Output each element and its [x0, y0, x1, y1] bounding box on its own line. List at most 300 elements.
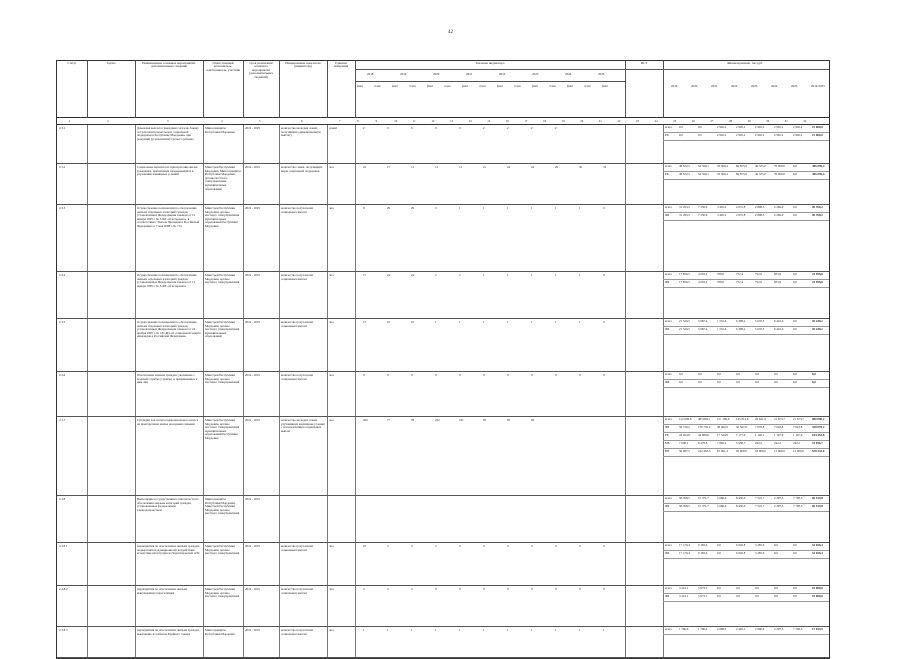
finance-value: 56 087,5	[679, 449, 690, 453]
header-measure: Наименование основных мероприятий, дополнительных сведения	[142, 61, 196, 69]
finance-source: ФБ	[665, 380, 670, 384]
row-unit: чел.	[329, 274, 335, 277]
row-indicator: количество семей, получивших меры социальной поддержки	[281, 166, 323, 173]
row-code: 2.3.3	[59, 207, 66, 210]
row-indicator-value: 24	[507, 166, 511, 169]
finance-line	[663, 441, 829, 449]
finance-value: 7 078,8	[755, 425, 765, 429]
row-responsible: Минсоцзащиты Республики Мордовия	[205, 127, 235, 134]
finance-value: 0,0	[793, 272, 797, 276]
finance-value: 49 525,0	[755, 164, 766, 168]
finance-value: 0,0	[717, 586, 721, 590]
row-responsible: Минстрой Республики Мордовия, Минсоцзащиты Республики Мордовия, органы местного самоуправления муниципальных образований	[205, 166, 241, 191]
row-indicator-value: 0	[435, 127, 437, 130]
finance-value: 980 000,2	[812, 417, 825, 421]
finance-value: 386 096,4	[812, 172, 825, 176]
finance-value: 7 516,7	[755, 496, 765, 500]
row-indicator-value: 1	[555, 274, 557, 277]
finance-value: 0,0	[793, 586, 797, 590]
finance-value: 3 223,1	[679, 594, 689, 598]
finance-value: 58 398,5	[679, 496, 690, 500]
row-indicator-value: 82	[531, 419, 535, 422]
finance-value: 1 796,0	[679, 627, 689, 631]
column-number: 29	[747, 119, 751, 123]
row-indicator-value: 1	[579, 274, 581, 277]
finance-value: 76 300,4	[717, 164, 728, 168]
finance-value: 0,0	[736, 594, 740, 598]
header-unit: Единица измерения	[333, 61, 349, 69]
finance-value: 7 516,7	[755, 504, 765, 508]
finance-line	[663, 433, 829, 441]
row-unit: чел.	[329, 588, 335, 591]
finance-line	[663, 372, 829, 380]
row-indicator-value: 2	[435, 274, 437, 277]
finance-value: 59 720,2	[679, 425, 690, 429]
finance-value: 0,0	[698, 380, 702, 384]
finance-value: 0,0	[793, 280, 797, 284]
header-years-finance	[663, 83, 829, 91]
header-year-finance: 2020	[691, 84, 698, 88]
row-responsible: Минсоцзащиты Республики Мордовия	[205, 629, 235, 636]
row-code: 2.3.8	[59, 498, 66, 501]
finance-value: 2 297,5	[774, 496, 784, 500]
row-indicator-value: 0	[459, 545, 461, 548]
finance-value: 42 567,6	[736, 425, 747, 429]
finance-value: 38 962,9	[717, 425, 728, 429]
row-responsible: Минстрой Республики Мордовия, органы местного самоуправления муниципальных образований Республики Мордовия	[205, 207, 240, 228]
finance-value: 21 673,7	[774, 417, 785, 421]
row-indicator-value: 29	[555, 166, 559, 169]
row-indicator-value: 1	[507, 321, 509, 324]
finance-value: 2 902,2	[736, 133, 746, 137]
table-row	[57, 272, 829, 319]
finance-source: РБ	[665, 133, 669, 137]
column-number: 6	[301, 119, 303, 123]
row-indicator-value: 0	[435, 588, 437, 591]
finance-value: 0,0	[755, 586, 759, 590]
row-indicator-value: 0	[459, 374, 461, 377]
column-number: 9	[375, 119, 378, 123]
column-number: 20	[580, 119, 584, 123]
column-number: 11	[412, 119, 416, 123]
finance-value: 6 020,8	[736, 551, 746, 555]
finance-value: 31 293,5	[679, 213, 690, 217]
row-unit: чел.	[329, 419, 335, 422]
row-measure-name: мероприятия по обеспечению жильем граждан, подвергшихся радиационному воздействию вследствие катастрофы на Чернобыльской АЭС	[137, 545, 200, 556]
finance-value: 104 453,8	[812, 433, 825, 437]
finance-source: всего	[665, 125, 672, 129]
column-number: 14	[468, 119, 472, 123]
row-indicator-value: 0	[579, 545, 581, 548]
table-row	[57, 372, 829, 417]
finance-value: 49 525,0	[755, 172, 766, 176]
finance-value: 772,4	[736, 272, 743, 276]
row-measure-name: Обеспечение жильем граждан, уволенных с военной службы (службы), и приравненных к ним лиц	[137, 374, 198, 385]
finance-source: всего	[665, 586, 672, 590]
row-indicator-value: 13	[459, 166, 463, 169]
finance-value: 338 078,2	[812, 425, 825, 429]
header-plan-fact-label: план	[549, 84, 556, 88]
row-indicator-value: 1	[555, 629, 557, 632]
header-plan-fact-label: факт	[532, 84, 539, 88]
row-indicator-value: 77	[387, 419, 391, 422]
row-unit: семей	[329, 127, 337, 130]
row-indicator-value: 0	[507, 545, 509, 548]
row-indicator-value: 0	[483, 588, 485, 591]
finance-value: 5 673,3	[698, 586, 708, 590]
finance-line	[663, 164, 829, 172]
table-header	[57, 61, 829, 118]
finance-value: 0,0	[793, 205, 797, 209]
row-indicator-value: 0	[459, 127, 461, 130]
finance-value: 6 398,2	[736, 327, 746, 331]
row-indicator: количество получателей социальных выплат	[281, 321, 313, 328]
finance-value: 0,0	[812, 380, 816, 384]
row-indicator-value: 1	[507, 629, 509, 632]
finance-value: 3 687,4	[698, 319, 708, 323]
row-indicator-value: 2	[459, 274, 461, 277]
finance-source: всего	[665, 496, 672, 500]
row-indicator-value: 0	[555, 374, 557, 377]
finance-value: 3 465,2	[717, 205, 727, 209]
row-indicator-value: 1	[531, 274, 533, 277]
finance-value: 2 808,3	[755, 213, 765, 217]
row-finance-block	[663, 205, 829, 221]
finance-value: 7 256,6	[698, 205, 708, 209]
row-indicator-value: 3	[435, 207, 437, 210]
row-indicator-value: 0	[531, 374, 533, 377]
finance-source: всего	[665, 417, 672, 421]
column-number: 16	[505, 119, 509, 123]
finance-source: ФБ	[665, 425, 670, 429]
finance-value: 2 668,0	[717, 627, 727, 631]
finance-line	[663, 504, 829, 512]
row-indicator: количество получателей социальных выплат	[281, 629, 313, 636]
finance-value: 2 902,2	[736, 125, 746, 129]
header-plan-fact-label: факт	[427, 84, 434, 88]
row-indicator-value: 0	[603, 207, 605, 210]
column-number: 32	[803, 119, 807, 123]
finance-value: 7 643,8	[774, 425, 784, 429]
row-indicator-value: 16	[411, 321, 415, 324]
finance-source: ФБ	[665, 327, 670, 331]
finance-line	[663, 319, 829, 327]
row-responsible: Минстрой Республики Мордовия, органы местного самоуправления муниципальных образований	[205, 321, 240, 339]
finance-source: всего	[665, 164, 672, 168]
row-indicator-value: 2	[483, 127, 485, 130]
table-row	[57, 205, 829, 272]
header-year-indicator: 2021	[466, 72, 473, 76]
table-row	[57, 543, 829, 586]
finance-value: 31 293,5	[679, 205, 690, 209]
row-indicator-value: 0	[387, 374, 389, 377]
column-numbers-row	[57, 118, 829, 125]
row-indicator-value: 2	[387, 588, 389, 591]
finance-source: ФБ	[665, 280, 670, 284]
finance-value: 2 672,8	[736, 213, 746, 217]
row-indicator: количество получателей социальных выплат	[281, 374, 313, 381]
finance-value: 18 000,0	[755, 449, 766, 453]
finance-value: 2 990,9	[755, 627, 765, 631]
header-year-indicator: 2024	[565, 72, 572, 76]
row-indicator-value: 0	[579, 588, 581, 591]
column-number: 25	[673, 119, 677, 123]
header-plan-fact-label: факт	[602, 84, 609, 88]
finance-value: 5 670,5	[755, 327, 765, 331]
row-measure-name: мероприятия по обеспечению жильем граждан, выехавших из районов Крайнего Севера	[137, 629, 200, 636]
row-indicator-value: 1	[579, 321, 581, 324]
finance-line	[663, 627, 829, 635]
column-number: 15	[487, 119, 491, 123]
row-indicator-value: 13	[411, 166, 415, 169]
row-indicator-value: 1	[483, 629, 485, 632]
row-indicator-value: 85	[483, 419, 487, 422]
row-indicator-value: 0	[531, 588, 533, 591]
row-indicator-value: 1	[483, 274, 485, 277]
finance-value: 7 748,3	[793, 627, 803, 631]
finance-value: 4 003,2	[698, 272, 708, 276]
finance-value: 45 248,2	[812, 319, 823, 323]
finance-source: МБ	[665, 441, 670, 445]
row-indicator-value: 0	[603, 588, 605, 591]
row-indicator-value: 4	[411, 545, 413, 548]
finance-value: 17 179,4	[679, 543, 690, 547]
header-year-finance: 2019-2025	[811, 84, 825, 88]
finance-value: 61 061,4	[717, 449, 728, 453]
finance-value: 2 672,8	[736, 205, 746, 209]
row-indicator-value: 17	[363, 321, 367, 324]
row-finance-block	[663, 272, 829, 288]
row-finance-block	[663, 164, 829, 180]
row-indicator-value: 24	[411, 274, 415, 277]
finance-value: 6 183,6	[698, 551, 708, 555]
row-indicator-value: 24	[387, 274, 391, 277]
finance-value: 17 034,5	[812, 627, 823, 631]
row-measure-name: Социальные выплаты на приобретение жилья гражданам, признанным нуждающимися в улучшении жилищных условий	[137, 166, 198, 177]
finance-value: 0,0	[774, 372, 778, 376]
row-unit: чел.	[329, 207, 335, 210]
row-indicator-value: 0	[435, 374, 437, 377]
column-number: 8	[357, 119, 359, 123]
row-indicator-value: 1	[483, 207, 485, 210]
finance-value: 12 000,0	[793, 449, 804, 453]
finance-line	[663, 551, 829, 559]
finance-value: 0,0	[736, 586, 740, 590]
finance-value: 242,2	[755, 441, 762, 445]
finance-value: 12 000,0	[774, 449, 785, 453]
row-indicator-value: 1	[411, 629, 413, 632]
finance-value: 0,0	[793, 213, 797, 217]
finance-value: 8 430,0	[736, 504, 746, 508]
finance-value: 45 248,2	[812, 327, 823, 331]
row-finance-block	[663, 586, 829, 602]
row-indicator-value: 30	[579, 166, 583, 169]
row-measure-name: мероприятия по обеспечению жильем вынужденных переселенцев	[137, 588, 188, 595]
header-task: Задача	[106, 61, 116, 65]
row-responsible: Минсоцзащиты Республики Мордовия, Минстрой Республики Мордовия, органы местного самоуправления	[205, 498, 240, 516]
finance-value: 0,0	[717, 543, 721, 547]
finance-value: 6 479,8	[698, 441, 708, 445]
finance-line	[663, 125, 829, 133]
column-number: 17	[524, 119, 528, 123]
column-number: 23	[636, 119, 639, 123]
header-plan-fact-label: план	[514, 84, 521, 88]
finance-value: 2 902,2	[793, 133, 803, 137]
finance-value: 0,0	[698, 133, 702, 137]
finance-value: 17 524,8	[717, 433, 728, 437]
finance-value: 3 285,6	[755, 543, 765, 547]
finance-value: 2 808,3	[755, 205, 765, 209]
finance-source: ФБ	[665, 551, 670, 555]
finance-line	[663, 380, 829, 388]
row-indicator-value: 1	[387, 629, 389, 632]
finance-value: 6 398,2	[736, 319, 746, 323]
header-ist: ИСТ	[640, 61, 648, 65]
finance-value: 84 875,9	[736, 172, 747, 176]
row-indicator-value: 21	[483, 166, 487, 169]
finance-value: 44 680,6	[698, 433, 709, 437]
finance-source: РБ	[665, 433, 669, 437]
header-plan-fact-label: факт	[357, 84, 364, 88]
finance-value: 32 036,4	[812, 551, 823, 555]
finance-line	[663, 133, 829, 141]
finance-source: всего	[665, 627, 672, 631]
finance-value: 0,0	[698, 125, 702, 129]
header-plan-fact	[355, 83, 625, 91]
row-indicator-value: 1	[579, 207, 581, 210]
row-indicator-value: 260	[363, 419, 368, 422]
column-number: 2	[107, 119, 109, 123]
row-indicator-value: 2	[555, 127, 557, 130]
column-number: 31	[784, 119, 788, 123]
finance-value: 0,0	[679, 133, 683, 137]
header-years-indicator	[355, 71, 625, 81]
row-code: 2.3.6	[59, 374, 66, 377]
finance-value: 24 958,8	[812, 280, 823, 284]
finance-value: 0,0	[793, 327, 797, 331]
header-responsible: Ответственный исполнитель, соисполнитель, участник	[205, 61, 241, 72]
finance-value: 0,0	[774, 594, 778, 598]
column-number: 22	[617, 119, 621, 123]
finance-value: 152 009,8	[679, 417, 692, 421]
finance-source: ВИ	[665, 449, 670, 453]
finance-value: 58 398,5	[679, 504, 690, 508]
header-year-indicator: 2025	[598, 72, 605, 76]
finance-value: 0,0	[774, 586, 778, 590]
finance-value: 0,0	[774, 543, 778, 547]
row-indicator-value: 1	[555, 207, 557, 210]
header-plan-fact-label: факт	[567, 84, 574, 88]
row-indicator-value: 0	[411, 374, 413, 377]
row-indicator-value: 2	[531, 127, 533, 130]
row-indicator-value: 1	[459, 207, 461, 210]
row-indicator-value: 1	[363, 629, 365, 632]
row-responsible: Минстрой Республики Мордовия, органы местного самоуправления	[205, 374, 240, 385]
row-indicator-value: 33	[603, 166, 607, 169]
finance-line	[663, 280, 829, 288]
row-indicator-value: 0	[483, 374, 485, 377]
finance-value: 1 147,9	[774, 433, 784, 437]
finance-line	[663, 213, 829, 221]
header-year-indicator: 2020	[433, 72, 440, 76]
row-indicator: количество получателей социальных выплат	[281, 588, 313, 595]
finance-value: 0,0	[717, 551, 721, 555]
finance-value: 6 410,0	[774, 319, 784, 323]
row-indicator-value: 17	[363, 274, 367, 277]
finance-source: всего	[665, 272, 672, 276]
row-responsible: Минстрой Республики Мордовия, органы местного самоуправления муниципальных образований Республики Мордовия	[205, 419, 240, 440]
finance-value: 21 529,5	[679, 319, 690, 323]
finance-value: 24 958,8	[812, 272, 823, 276]
column-number: 19	[561, 119, 565, 123]
header-plan-fact-label: план	[409, 84, 416, 88]
header-values-title: Значение индикатора	[475, 61, 505, 65]
finance-value: 483 893,1	[698, 417, 711, 421]
header-deadline: Срок реализации основного мероприятия (дополнительных сведений)	[249, 61, 273, 79]
row-finance-block	[663, 417, 829, 457]
finance-value: 2 902,2	[717, 125, 727, 129]
row-code: 2.3.7	[59, 419, 66, 422]
finance-value: 17 836,5	[679, 272, 690, 276]
finance-value: 0,0	[736, 372, 740, 376]
header-year-finance: 2021	[711, 84, 718, 88]
finance-value: 0,0	[679, 372, 683, 376]
header-year-finance: 2023	[751, 84, 758, 88]
row-indicator-value: 0	[507, 588, 509, 591]
row-indicator-value: 1	[435, 321, 437, 324]
finance-value: 0,0	[793, 543, 797, 547]
finance-value: 0,0	[793, 551, 797, 555]
finance-value: 0,0	[736, 380, 740, 384]
header-indicator: Наименование показателя (индикатора)	[285, 61, 321, 69]
row-finance-block	[663, 125, 829, 141]
row-indicator-value: 0	[459, 588, 461, 591]
row-measure-name: Денежная выплата гражданам согласно Закону «О дополнительных мерах социальной поддержки в Республике Мордовия» при рождении (усыновлении) третьего ребенка	[137, 127, 199, 141]
row-indicator-value: 0	[507, 374, 509, 377]
finance-value: 6 020,8	[736, 543, 746, 547]
row-measure-name: Осуществление полномочий по обеспечению жильем отдельных категорий граждан, установленных Федеральным законом от 24 ноября 1995 г. № 181-ФЗ «О социальной защите инвалидов в Российской Федерации»	[137, 321, 201, 339]
finance-value: 49 768,2	[812, 213, 823, 217]
row-indicator-value: 0	[483, 545, 485, 548]
row-finance-block	[663, 319, 829, 335]
column-number: 27	[710, 119, 714, 123]
finance-line	[663, 543, 829, 551]
finance-value: 752,9	[755, 272, 762, 276]
finance-value: 752,9	[755, 280, 762, 284]
finance-value: 17 179,4	[679, 551, 690, 555]
finance-value: 7 748,3	[793, 504, 803, 508]
row-code: 2.3.1	[59, 127, 66, 130]
row-code: 2.3.8.2	[59, 588, 68, 591]
row-measure-name: Субсидии для оплаты первоначального взноса на приобретение жилья молодыми семьями	[137, 419, 199, 426]
row-code: 2.3.5	[59, 321, 66, 324]
finance-line	[663, 327, 829, 335]
row-indicator-value: 24	[531, 166, 535, 169]
finance-value: 772,4	[736, 280, 743, 284]
finance-value: 0,0	[755, 372, 759, 376]
finance-value: 3 465,2	[717, 213, 727, 217]
finance-value: 84 875,9	[736, 164, 747, 168]
finance-source: всего	[665, 372, 672, 376]
row-indicator-value: 13	[435, 166, 439, 169]
row-indicator-value: 0	[387, 127, 389, 130]
header-plan-fact-label: факт	[462, 84, 469, 88]
finance-value: 49 522,5	[679, 164, 690, 168]
row-indicator-value: 2	[363, 127, 365, 130]
row-indicator-value: 29	[387, 207, 391, 210]
table-row	[57, 586, 829, 627]
column-number: 5	[259, 119, 261, 123]
